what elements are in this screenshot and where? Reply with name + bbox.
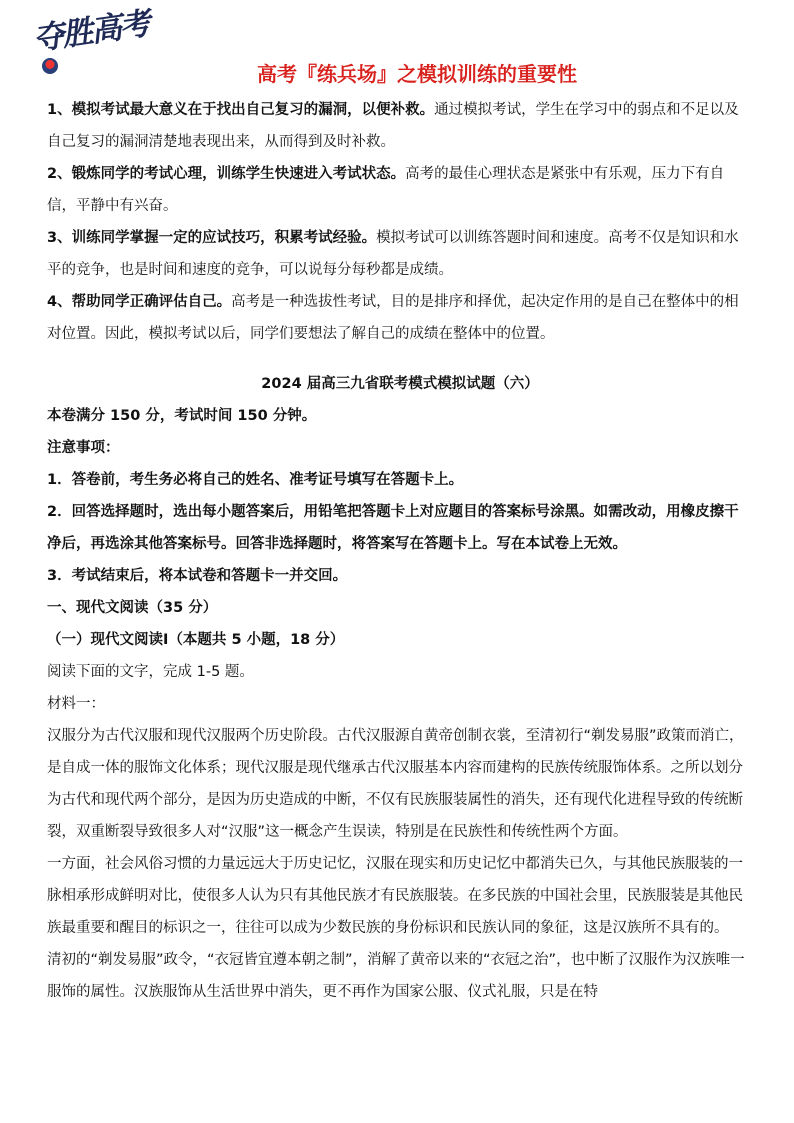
section-heading: 一、现代文阅读（35 分） — [47, 600, 218, 616]
notice-item-3: 3．考试结束后，将本试卷和答题卡一并交回。 — [47, 568, 348, 584]
intro-item-1: 1、模拟考试最大意义在于找出自己复习的漏洞，以便补救。通过模拟考试，学生在学习中的弱点和不足以及自己复习的漏洞清楚地表现出来，从而得到及时补救。 — [47, 102, 739, 150]
intro-item-2: 2、锻炼同学的考试心理，训练学生快速进入考试状态。高考的最佳心理状态是紧张中有乐观，压力下有自信，平静中有兴奋。 — [47, 166, 725, 214]
material-label: 材料一： — [47, 696, 105, 712]
document-body — [47, 94, 753, 1008]
notice-item-1: 1．答卷前，考生务必将自己的姓名、准考证号填写在答题卡上。 — [47, 472, 464, 488]
notice-title: 注意事项： — [47, 440, 120, 456]
intro-item-3: 3、训练同学掌握一定的应试技巧，积累考试经验。模拟考试可以训练答题时间和速度。高考不仅是知识和水平的竞争，也是时间和速度的竞争，可以说每分每秒都是成绩。 — [47, 230, 739, 278]
intro-item-4: 4、帮助同学正确评估自己。高考是一种选拔性考试，目的是排序和择优，起决定作用的是自己在整体中的相对位置。因此，模拟考试以后，同学们要想法了解自己的成绩在整体中的位置。 — [47, 294, 739, 342]
exam-title: 2024 届高三九省联考模式模拟试题（六） — [261, 376, 539, 392]
material-paragraph-1: 汉服分为古代汉服和现代汉服两个历史阶段。古代汉服源自黄帝创制衣裳，至清初行“剃发易服”政策而消亡，是自成一体的服饰文化体系；现代汉服是现代继承古代汉服基本内容而建构的民族传统服饰体系。之所以划分为古代和现代两个部分，是因为历史造成的中断，不仅有民族服装属性的消失，还有现代化进程导致的传统断裂，双重断裂导致很多人对“汉服”这一概念产生误读，特别是在民族性和传统性两个方面。 — [47, 728, 744, 840]
logo-text: 夺胜高考 — [31, 5, 151, 58]
notice-item-2: 2．回答选择题时，选出每小题答案后，用铅笔把答题卡上对应题目的答案标号涂黑。如需改动，用橡皮擦干净后，再选涂其他答案标号。回答非选择题时，将答案写在答题卡上。写在本试卷上无效。 — [47, 504, 739, 552]
banner-title: 高考『练兵场』之模拟训练的重要性 — [257, 62, 577, 86]
material-paragraph-3: 清初的“剃发易服”政令，“衣冠皆宜遵本朝之制”，消解了黄帝以来的“衣冠之治”，也中断了汉服作为汉族唯一服饰的属性。汉族服饰从生活世界中消失，更不再作为国家公服、仪式礼服，只是在特 — [47, 952, 745, 1000]
reading-instruction: 阅读下面的文字，完成 1-5 题。 — [47, 664, 254, 680]
score-line: 本卷满分 150 分，考试时间 150 分钟。 — [47, 408, 317, 424]
material-paragraph-2: 一方面，社会风俗习惯的力量远远大于历史记忆，汉服在现实和历史记忆中都消失已久，与其他民族服装的一脉相承形成鲜明对比，使很多人认为只有其他民族才有民族服装。在多民族的中国社会里，民族服装是其他民族最重要和醒目的标识之一，往往可以成为少数民族的身份标识和民族认同的象征，这是汉族所不具有的。 — [47, 856, 743, 936]
subsection-heading: （一）现代文阅读Ⅰ（本题共 5 小题，18 分） — [47, 632, 345, 648]
